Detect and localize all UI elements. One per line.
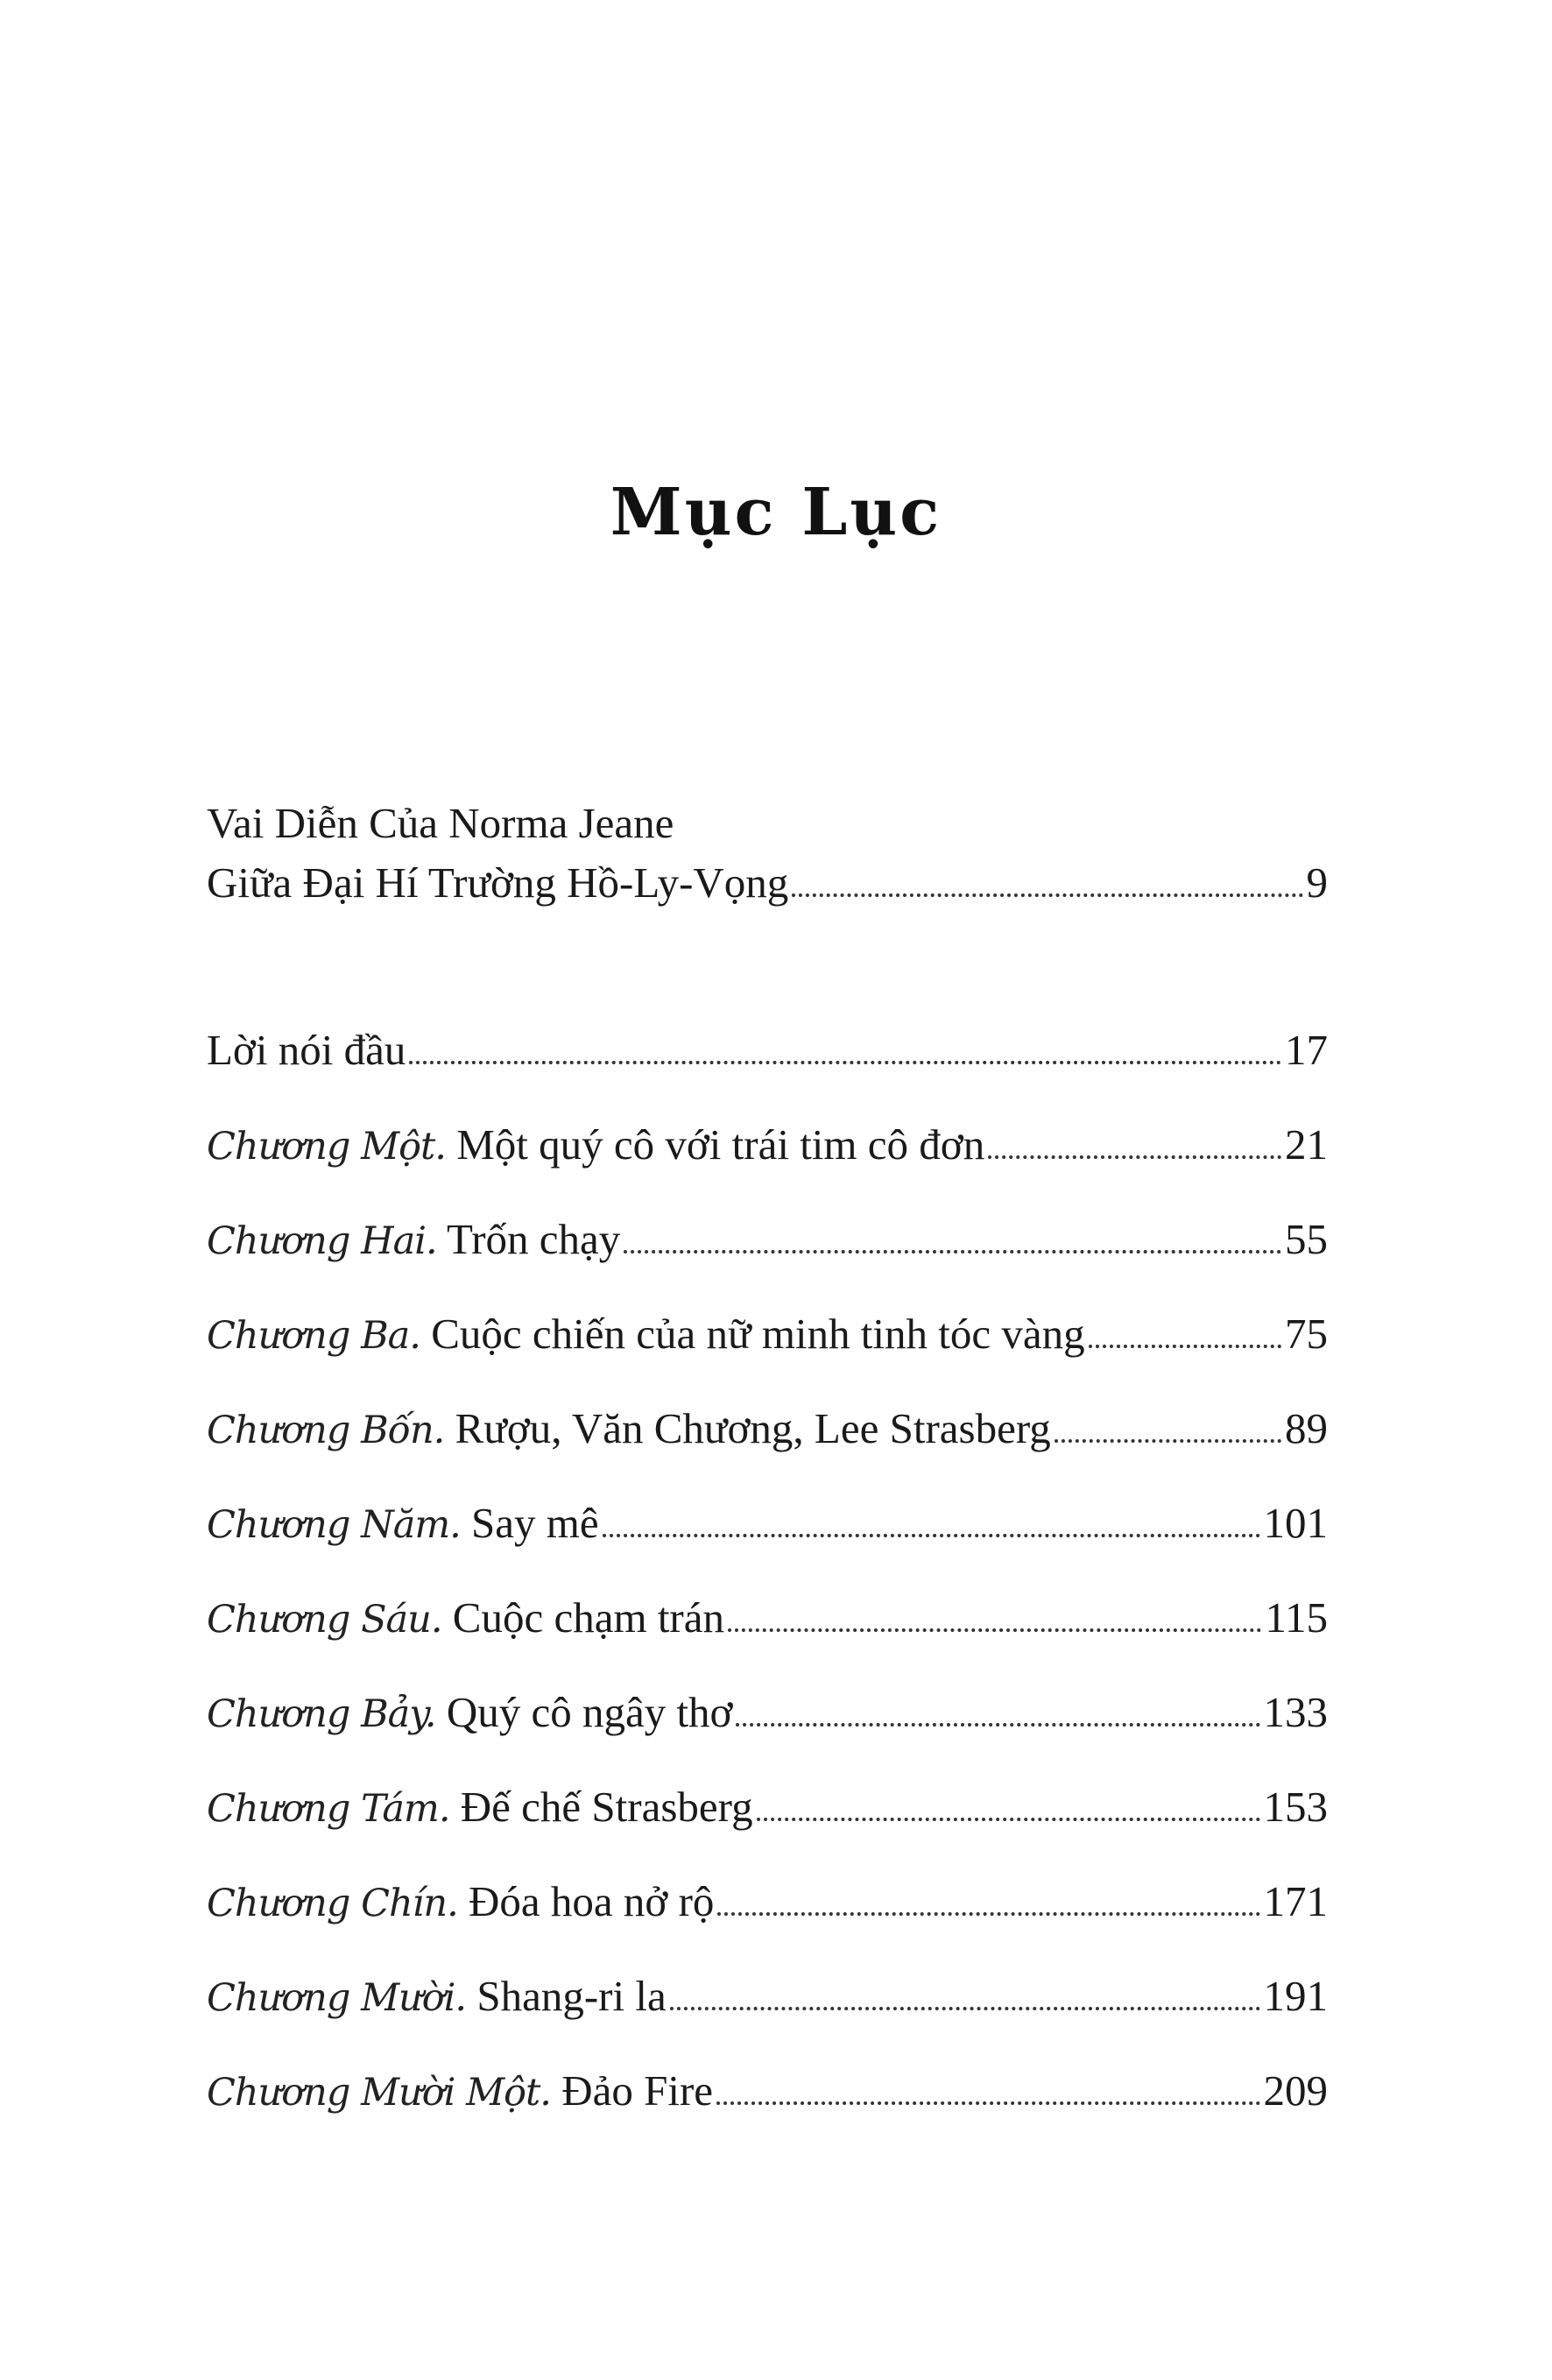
entry-title: Cuộc chiến của nữ minh tinh tóc vàng: [420, 1310, 1085, 1358]
page-number: 101: [1263, 1499, 1328, 1547]
toc-entry-chapter-5[interactable]: [207, 1499, 1328, 1547]
page-title: Mục Lục: [610, 475, 942, 550]
intro-entry-line1: Vai Diễn Của Norma Jeane: [207, 799, 674, 847]
dot-leader: [1089, 1339, 1281, 1348]
chapter-label: Chương Bốn.: [207, 1409, 445, 1452]
entry-title: Rượu, Văn Chương, Lee Strasberg: [444, 1404, 1051, 1452]
page-number: 133: [1263, 1688, 1328, 1736]
toc-entry-chapter-9[interactable]: [207, 1877, 1328, 1925]
page-number: 75: [1285, 1310, 1328, 1358]
dot-leader: [736, 1718, 1259, 1727]
dot-leader: [716, 2096, 1259, 2105]
intro-entry-line2: Giữa Đại Hí Trường Hồ-Ly-Vọng: [207, 858, 789, 907]
page-number: 209: [1263, 2066, 1328, 2115]
entry-title: Một quý cô với trái tim cô đơn: [445, 1120, 985, 1169]
entry-title: Đóa hoa nở rộ: [457, 1877, 715, 1925]
toc-entry-chapter-7[interactable]: [207, 1688, 1328, 1736]
entry-title: Đảo Fire: [550, 2066, 714, 2115]
page-number: 89: [1285, 1404, 1328, 1452]
dot-leader: [1055, 1434, 1281, 1443]
page-number: 9: [1306, 858, 1328, 907]
page-number: 153: [1263, 1783, 1328, 1831]
chapter-label: Chương Hai.: [207, 1219, 437, 1263]
chapter-label: Chương Sáu.: [207, 1598, 442, 1642]
dot-leader: [988, 1150, 1281, 1159]
dot-leader: [409, 1056, 1281, 1064]
toc-entry-chapter-6[interactable]: [207, 1593, 1328, 1642]
page-number: 115: [1265, 1593, 1328, 1642]
page-number: 17: [1285, 1026, 1328, 1074]
chapter-label: Chương Năm.: [207, 1503, 461, 1547]
entry-title: Đế chế Strasberg: [449, 1783, 753, 1831]
dot-leader: [603, 1529, 1260, 1537]
toc-entry-chapter-11[interactable]: [207, 2066, 1328, 2115]
entry-title: Shang-ri la: [466, 1972, 667, 2020]
intro-entry[interactable]: [207, 858, 1328, 907]
entry-title: Cuộc chạm trán: [441, 1593, 725, 1642]
toc-entry-chapter-8[interactable]: [207, 1783, 1328, 1831]
dot-leader: [670, 2002, 1260, 2010]
chapter-label: Chương Một.: [207, 1125, 446, 1169]
toc-entry-chapter-1[interactable]: [207, 1120, 1328, 1169]
page-number: 21: [1285, 1120, 1328, 1169]
entry-title: Say mê: [460, 1499, 599, 1547]
entry-title: Quý cô ngây thơ: [435, 1688, 733, 1736]
chapter-label: Chương Tám.: [207, 1787, 450, 1831]
toc-entry-chapter-3[interactable]: [207, 1310, 1328, 1358]
page-number: 191: [1263, 1972, 1328, 2020]
toc-entry-chapter-10[interactable]: [207, 1972, 1328, 2020]
page-number: 55: [1285, 1215, 1328, 1263]
chapter-label: Chương Chín.: [207, 1882, 458, 1925]
toc-entry-chapter-4[interactable]: [207, 1404, 1328, 1452]
entry-title: Trốn chạy: [436, 1215, 621, 1263]
page-number: 171: [1263, 1877, 1328, 1925]
toc-entry-chapter-2[interactable]: [207, 1215, 1328, 1263]
dot-leader: [757, 1812, 1260, 1821]
chapter-label: Chương Bảy.: [207, 1692, 436, 1736]
dot-leader: [717, 1907, 1259, 1916]
chapter-label: Chương Mười Một.: [207, 2071, 551, 2115]
dot-leader: [624, 1245, 1281, 1254]
toc-entry-preface[interactable]: [207, 1026, 1328, 1074]
chapter-label: Chương Mười.: [207, 1976, 467, 2020]
dot-leader: [728, 1623, 1261, 1632]
chapter-label: Chương Ba.: [207, 1314, 420, 1358]
dot-leader: [792, 888, 1302, 897]
entry-title: Lời nói đầu: [207, 1026, 406, 1074]
